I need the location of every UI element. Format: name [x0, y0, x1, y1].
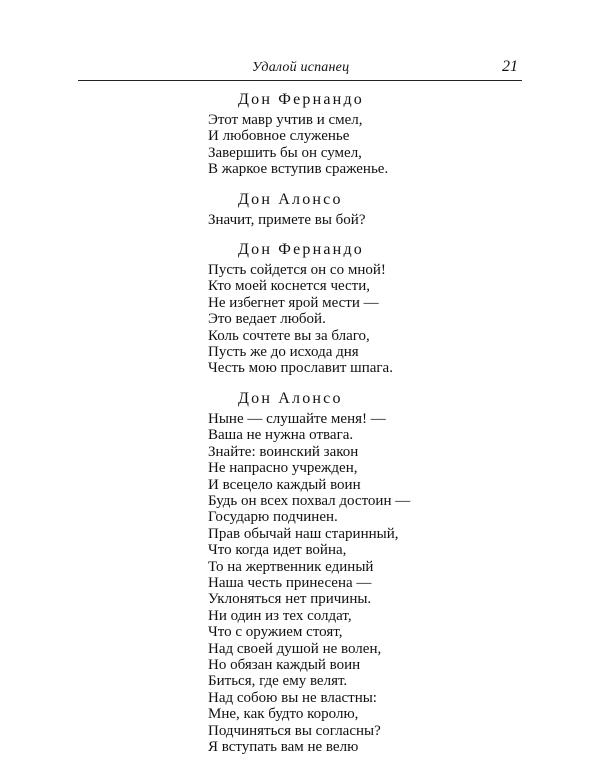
verse-line: Честь мою прославит шпага.	[208, 360, 393, 377]
speech-block	[208, 112, 528, 178]
verse-line: И любовное служенье	[208, 128, 350, 145]
verse-line: И всецело каждый воин	[208, 476, 361, 493]
verse-line: Пусть сойдется он со мной!	[208, 262, 386, 279]
verse-line: Пусть же до исхода дня	[208, 344, 359, 361]
verse-line: Над собою вы не властны:	[208, 689, 377, 706]
verse-line: Завершить бы он сумел,	[208, 144, 362, 161]
speaker-name: Дон Фернандо	[238, 241, 364, 259]
verse-line: Знайте: воинский закон	[208, 443, 359, 460]
speech-block	[208, 262, 528, 377]
verse-line: Государю подчинен.	[208, 509, 338, 526]
play-text	[208, 90, 528, 755]
verse-line: Кто моей коснется чести,	[208, 278, 371, 295]
verse-line: Уклоняться нет причины.	[208, 591, 372, 608]
verse-line: Ныне — слушайте меня! —	[208, 410, 386, 427]
page-number: 21	[502, 58, 518, 75]
speaker-name: Дон Алонсо	[238, 190, 343, 208]
verse-line: Не напрасно учрежден,	[208, 460, 358, 477]
verse-line: Но обязан каждый воин	[208, 656, 361, 673]
verse-line: Это ведает любой.	[208, 311, 326, 328]
verse-line: Что когда идет война,	[208, 542, 347, 559]
speech-block	[208, 212, 528, 228]
verse-line: Этот мавр учтив и смел,	[208, 112, 363, 128]
verse-line: Значит, примете вы бой?	[208, 211, 366, 228]
verse-line: В жаркое вступив сраженье.	[208, 161, 389, 178]
verse-line: Я вступать вам не велю	[208, 739, 359, 755]
verse-line: Мне, как будто королю,	[208, 706, 359, 723]
verse-line: Биться, где ему велят.	[208, 673, 348, 690]
verse-line: Ваша не нужна отвага.	[208, 427, 354, 444]
running-title: Удалой испанец	[252, 60, 350, 75]
verse-line: Над своей душой не волен,	[208, 640, 382, 657]
verse-line: Что с оружием стоят,	[208, 624, 343, 641]
speaker-name: Дон Алонсо	[238, 389, 343, 407]
verse-line: То на жертвенник единый	[208, 558, 374, 575]
speech-block	[208, 411, 528, 756]
verse-line: Подчиняться вы согласны?	[208, 722, 381, 739]
speaker-name: Дон Фернандо	[238, 91, 364, 108]
verse-line: Ни один из тех солдат,	[208, 607, 352, 624]
verse-line: Коль сочтете вы за благо,	[208, 327, 370, 344]
verse-line: Наша честь принесена —	[208, 574, 372, 591]
verse-line: Будь он всех похвал достоин —	[208, 492, 411, 509]
verse-line: Прав обычай наш старинный,	[208, 525, 399, 542]
verse-line: Не избегнет ярой мести —	[208, 294, 379, 311]
page-header	[78, 58, 522, 81]
